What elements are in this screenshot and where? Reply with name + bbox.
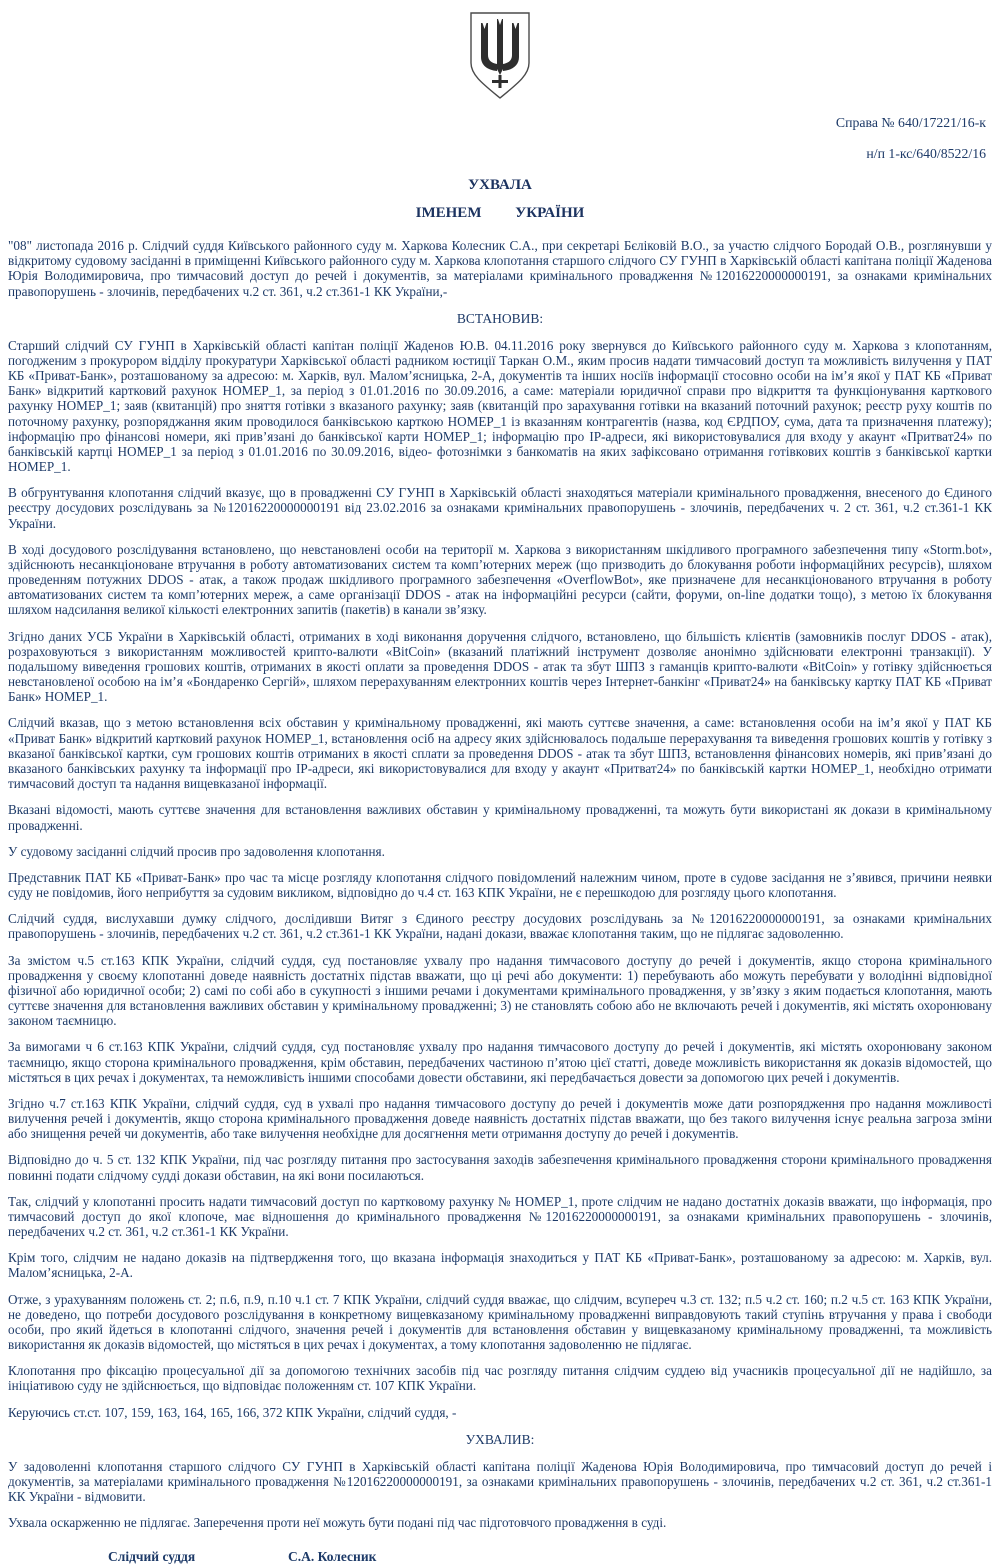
paragraph: Слідчий суддя, вислухавши думку слідчого, дослідивши Витяг з Єдиного реєстру досудових розслідувань за №12016220000000191, за ознаками кримінальних правопорушень - злочинів, передбачених ч.2 ст. 361, ч.2 ст.361-1 КК України, надані докази, вважає клопотання таким, що не підлягає задоволенню. — [8, 911, 992, 942]
section-heading-established: ВСТАНОВИВ: — [456, 310, 544, 326]
paragraph: Керуючись ст.ст. 107, 159, 163, 164, 165, 166, 372 КПК України, слідчий суддя, - — [8, 1404, 457, 1420]
paragraph: Отже, з урахуванням положень ст. 2; п.6, п.9, п.10 ч.1 ст. 7 КПК України, слідчий суддя вважає, що слідчим, всупереч ч.3 ст. 132; п.5 ч.2 ст. 160; п.2 ч.5 ст. 163 КПК України, не доведено, що потреби досудового розслідування в конкретному вищевказаному кримінальному провадженні виправдовують такий ступінь втручання у права і свободи особи, про який йдеться в клопотанні слідчого, значення речей і документів для встановлення обставин у вищевказаному кримінальному провадженні, та можливість використання як доказів відомостей, що містяться в цих речах і документах, а тому клопотання задоволенню не підлягає. — [8, 1291, 992, 1353]
paragraph: Старший слідчий СУ ГУНП в Харківській області капітан поліції Жаденов Ю.В. 04.11.2016 року звернувся до Київського районного суду м. Харкова з клопотанням, погодженим з прокурором відділу прокуратури Харківської області радником юстиції Таркан О.М., яким просив надати тимчасовий доступ та можливість вилучення у ПАТ КБ «Приват-Банк», розташованому за адресою: м. Харків, вул. Малом’ясницька, 2-А, документів та інших носіїв інформації стосовно особи на ім’я якої у ПАТ КБ «Приват Банк» відкритий картковий рахунок НОМЕР_1, за період з 01.01.2016 по 30.09.2016, а саме: матеріали юридичної справи про відкриття та функціонування карткового рахунку НОМЕР_1; заяв (квитанцій) про зняття готівки з вказаного рахунку; заяв (квитанцій про зарахування готівки на вказаний поточний рахунок; реєстр руху коштів по поточному рахунку, розпоряджання яким проводилося банківською карткою НОМЕР_1 із вказанням контрагентів (назва, код ЄРДПОУ, сума, дата та призначення платежу); інформацію про фінансові номери, які прив’язані до банківської карти НОМЕР_1; інформацію про ІР-адреси, які використовувалися для входу у акаунт «Притват24» по банківській картці НОМЕР_1 за період з 01.01.2016 по 30.09.2016, відео- фотознімки з банкоматів на яких зафіксовано отримання готівкових коштів з банківської картки НОМЕР_1. — [8, 337, 992, 475]
case-numbers-block — [8, 115, 992, 162]
document-header-emblem — [8, 10, 992, 107]
judge-name: С.А. Колесник — [288, 1548, 377, 1564]
section-heading-ruled: УХВАЛИВ: — [465, 1431, 535, 1447]
paragraph: Згідно даних УСБ України в Харківській області, отриманих в ході виконання доручення слідчого, встановлено, що більшість клієнтів (замовників послуг DDOS - атак), розраховуються з використанням можливостей крипто-валюти «BitCoin» (вказаний платіжний інструмент дозволяє анонімно здійснювати електронні транзакції). У подальшому виведення грошових коштів, отриманих в якості оплати за проведення DDOS - атак та збут ШПЗ з гаманців крипто-валюти «BitCoin» у готівку здійснюється невстановленої особою на ім’я «Бондаренко Сергій», шляхом перерахуванням електронних коштів через Інтернет-банкінг «Приват24» на банківську картку ПАТ КБ «Приват Банк» НОМЕР_1. — [8, 628, 992, 705]
paragraph: За вимогами ч 6 ст.163 КПК України, слідчий суддя, суд постановляє ухвалу про надання тимчасового доступу до речей і документів, які містять охоронювану законом таємницю, якщо сторона кримінального провадження, крім обставин, передбачених частиною п’ятою цієї статті, доведе можливість використання як доказів відомостей, що містяться в цих речах і документах, та неможливість іншими способами довести обставини, які передбачається довести за допомогою цих речей і документів. — [8, 1039, 992, 1085]
paragraph: У судовому засіданні слідчий просив про задоволення клопотання. — [8, 843, 385, 859]
paragraph: Відповідно до ч. 5 ст. 132 КПК України, під час розгляду питання про застосування заходів забезпечення кримінального провадження сторони кримінального провадження повинні подати слідчому судді докази обставин, на які вони посилаються. — [8, 1152, 992, 1183]
document-subtitle: ІМЕНЕМ УКРАЇНИ — [415, 205, 585, 221]
paragraph: Крім того, слідчим не надано доказів на підтвердження того, що вказана інформація знаходиться у ПАТ КБ «Приват-Банк», розташованому за адресою: м. Харків, вул. Малом’ясницька, 2-А. — [8, 1250, 992, 1281]
signature-block — [8, 1549, 992, 1565]
paragraph: Згідно ч.7 ст.163 КПК України, слідчий суддя, суд в ухвалі про надання тимчасового доступу до речей і документів може дати розпорядження про надання можливості вилучення речей і документів, якщо сторона кримінального провадження доведе наявність достатніх підстав вважати, що без такого вилучення існує реальна загроза зміни або знищення речей чи документів, або таке вилучення необхідне для досягнення мети отримання доступу до речей і документів. — [8, 1095, 992, 1142]
paragraph: В ході досудового розслідування встановлено, що невстановлені особи на території м. Харкова з використанням шкідливого програмного забезпечення типу «Storm.bot», здійснюють несанкціоноване втручання в роботу автоматизованих систем та комп’ютерних мереж (що призводить до блокування роботи інформаційних ресурсів), шляхом проведенням потужних DDOS - атак, а також продаж шкідливого програмного забезпечення «OverflowBot», яке призначене для несанкціонованого втручання в роботу автоматизованих систем та комп’ютерних мереж, а саме організації DDOS - атак на інформаційні ресурси (сайти, форуми, on-line додатки тощо), з метою їх блокування шляхом надсилання великої кількості електронних запитів (пакетів) в канали зв’язку. — [8, 541, 992, 618]
paragraph: Клопотання про фіксацію процесуальної дії за допомогою технічних засобів під час розгляду питання слідчим суддею від учасників процесуальної дії не надійшло, за ініціативою суду не здійснюється, що відповідає положенням ст. 107 КПК України. — [8, 1363, 992, 1394]
document-title: УХВАЛА — [468, 177, 532, 193]
ukraine-coat-of-arms-icon — [462, 10, 538, 107]
paragraph: Так, слідчий у клопотанні просить надати тимчасовий доступ по картковому рахунку № НОМЕР_1, проте слідчим не надано достатніх доказів вважати, що інформація, про тимчасовий доступ до якої клопоче, має відношення до кримінального провадження №12016220000000191, за ознаками кримінальних правопорушень - злочинів, передбачених ч.2 ст. 361, ч.2 ст.361-1 КК України. — [8, 1193, 992, 1240]
judge-role-label: Слідчий суддя — [108, 1548, 196, 1564]
paragraph: У задоволенні клопотання старшого слідчого СУ ГУНП в Харківській області капітана поліції Жаденова Юрія Володимировича, про тимчасовий доступ до речей і документів, за матеріалами кримінального провадження №12016220000000191, за ознаками кримінальних правопорушень - злочинів, передбачених ч.2 ст. 361, ч.2 ст.361-1 КК України - відмовити. — [8, 1458, 992, 1505]
paragraph: В обгрунтування клопотання слідчий вказує, що в провадженні СУ ГУНП в Харківській області знаходяться матеріали кримінального провадження, внесеного до Єдиного реєстру досудових розслідувань за №12016220000000191 від 23.02.2016 за ознаками кримінальних правопорушень - злочинів, передбачених ч. 2 ст. 361, ч.2 ст.361-1 КК України. — [8, 485, 992, 531]
registry-number: н/п 1-кс/640/8522/16 — [866, 146, 986, 161]
paragraph: Ухвала оскарженню не підлягає. Заперечення проти неї можуть бути подані під час підготовчого провадження в суді. — [8, 1515, 667, 1531]
paragraph: За змістом ч.5 ст.163 КПК України, слідчий суддя, суд постановляє ухвалу про надання тимчасового доступу до речей і документів, якщо сторона кримінального провадження у своєму клопотанні доведе наявність достатніх підстав вважати, що ці речі або документи: 1) перебувають або можуть перебувати у володінні відповідної фізичної або юридичної особи; 2) самі по собі або в сукупності з іншими речами і документами кримінального провадження, у зв’язку з яким подається клопотання, мають суттєве значення для встановлення важливих обставин у кримінальному провадженні; 3) не становлять собою або не включають речей і документів, які містять охоронювану законом таємницю. — [8, 952, 992, 1029]
paragraph: Представник ПАТ КБ «Приват-Банк» про час та місце розгляду клопотання слідчого повідомлений належним чином, проте в судове засідання не з’явився, причини неявки суду не повідомив, його неприбуття за судовим викликом, відповідно до ч.4 ст. 163 КПК України, не є перешкодою для розгляду цього клопотання. — [8, 869, 992, 901]
intro-paragraph: "08" листопада 2016 р. Слідчий суддя Київського районного суду м. Харкова Колесник С.А., при секретарі Бєліковій В.О., за участю слідчого Бородай О.В., розглянувши у відкритому судовому засіданні в приміщенні Київського районного суду м. Харкова клопотання старшого слідчого СУ ГУНП в Харківській області капітана поліції Жаденова Юрія Володимировича, про тимчасовий доступ до речей і документів, за матеріалами кримінального провадження №12016220000000191, за ознаками кримінальних правопорушень - злочинів, передбачених ч.2 ст. 361, ч.2 ст.361-1 КК України,- — [8, 238, 992, 299]
paragraph: Вказані відомості, мають суттєве значення для встановлення важливих обставин у кримінальному провадженні, та можуть бути використані як докази в кримінальному провадженні. — [8, 802, 992, 833]
paragraph: Слідчий вказав, що з метою встановлення всіх обставин у кримінальному провадженні, які мають суттєве значення, а саме: встановлення особи на ім’я якої у ПАТ КБ «Приват Банк» відкритий картковий рахунок НОМЕР_1, встановлення осіб на адресу яких здійснювалось подальше перерахування та виведення грошових коштів у готівку з вказаної банківської картки, сум грошових коштів отриманих в якості сплати за проведення DDOS - атак та збут ШПЗ, встановлення фінансових номерів, які прив’язані до вказаного банківських рахунку та інформації про IP-адреси, які використовувалися для входу у акаунт «Притват24» по банківській картки НОМЕР_1, необхідно отримати тимчасовий доступ та надання вищевказаної інформації. — [8, 715, 992, 792]
case-number: Справа № 640/17221/16-к — [835, 115, 986, 130]
